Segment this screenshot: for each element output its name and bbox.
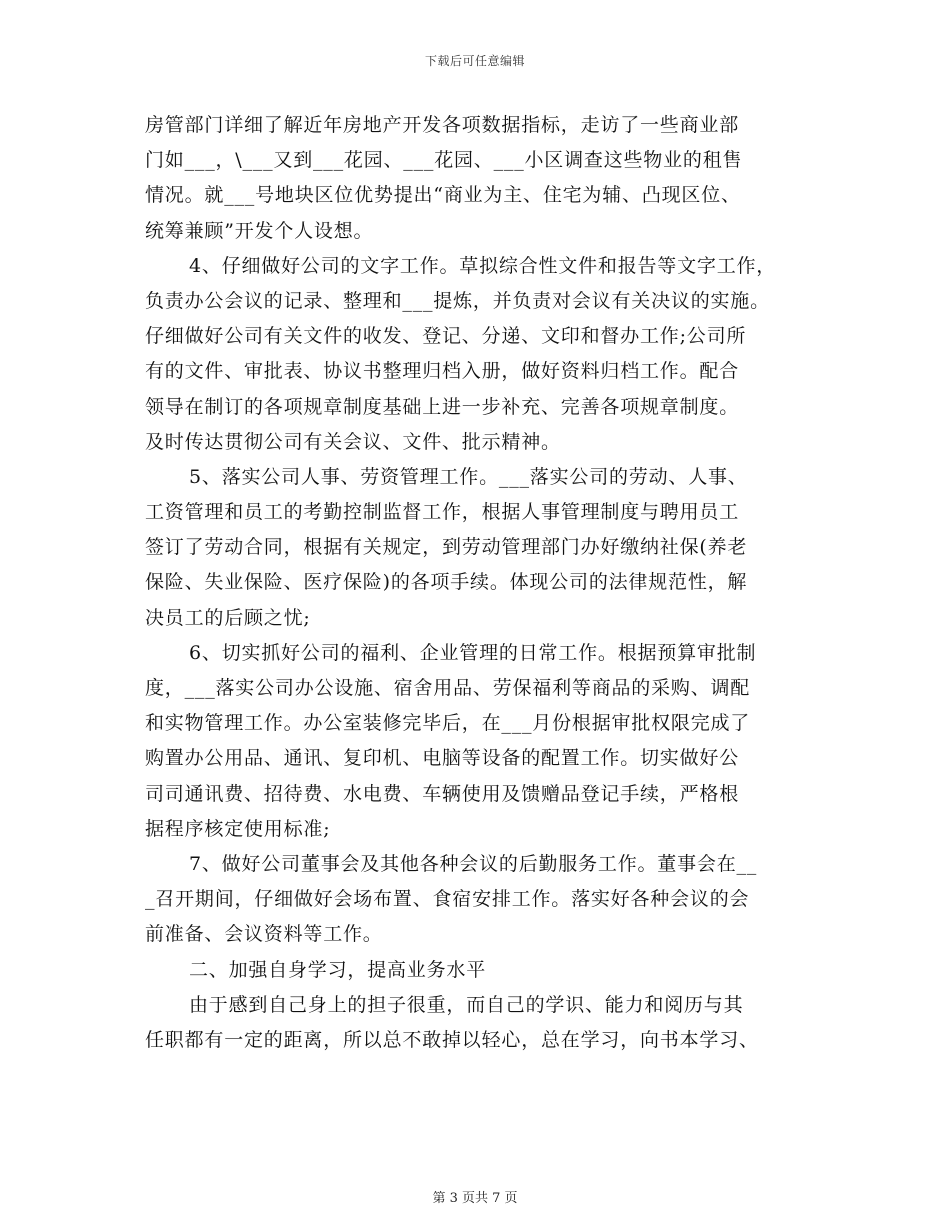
text-line: 及时传达贯彻公司有关会议、文件、批示精神。 [145, 430, 561, 453]
text-line: 前准备、会议资料等工作。 [145, 923, 383, 946]
section-heading: 二、加强自身学习，提高业务水平 [189, 958, 487, 981]
text-line: 购置办公用品、通讯、复印机、电脑等设备的配置工作。切实做好公 [145, 747, 740, 770]
text-line: 签订了劳动合同，根据有关规定，到劳动管理部门办好缴纳社保(养老 [145, 536, 748, 559]
text-line: 司司通讯费、招待费、水电费、车辆使用及馈赠品登记手续，严格根 [145, 782, 740, 805]
text-line: 情况。就___号地块区位优势提出“商业为主、住宅为辅、凸现区位、 [145, 184, 741, 207]
text-line: 任职都有一定的距离，所以总不敢掉以轻心，总在学习，向书本学习、 [145, 1028, 759, 1051]
text-line: 领导在制订的各项规章制度基础上进一步补充、完善各项规章制度。 [145, 395, 740, 418]
text-line: 统筹兼顾”开发个人设想。 [145, 219, 374, 242]
page-header: 下载后可任意编辑 [424, 54, 525, 68]
paragraph-start-line: 4、仔细做好公司的文字工作。草拟综合性文件和报告等文字工作， [189, 254, 777, 277]
text-line: 工资管理和员工的考勤控制监督工作，根据人事管理制度与聘用员工 [145, 501, 740, 524]
text-line: 保险、失业保险、医疗保险)的各项手续。体现公司的法律规范性，解 [145, 571, 748, 594]
text-line: _召开期间，仔细做好会场布置、食宿安排工作。落实好各种会议的会 [145, 888, 750, 911]
paragraph-start-line: 5、落实公司人事、劳资管理工作。___落实公司的劳动、人事、 [189, 465, 748, 488]
paragraph-start-line: 由于感到自己身上的担子很重，而自己的学识、能力和阅历与其 [189, 993, 744, 1016]
document-body [145, 108, 815, 1058]
text-line: 决员工的后顾之忧; [145, 606, 311, 629]
text-line: 度，___落实公司办公设施、宿舍用品、劳保福利等商品的采购、调配 [145, 677, 751, 699]
page-number-footer: 第 3 页共 7 页 [432, 1191, 518, 1206]
paragraph-start-line: 7、做好公司董事会及其他各种会议的后勤服务工作。董事会在__ [189, 852, 758, 875]
text-line: 有的文件、审批表、协议书整理归档入册，做好资料归档工作。配合 [145, 360, 740, 383]
text-line: 仔细做好公司有关文件的收发、登记、分递、文印和督办工作;公司所 [145, 325, 747, 348]
paragraph-start-line: 6、切实抓好公司的福利、企业管理的日常工作。根据预算审批制 [189, 641, 757, 664]
text-line: 和实物管理工作。办公室装修完毕后，在___月份根据审批权限完成了 [145, 712, 751, 735]
text-line: 房管部门详细了解近年房地产开发各项数据指标，走访了一些商业部 [145, 114, 740, 136]
text-line: 据程序核定使用标准; [145, 817, 331, 840]
text-line: 门如___，\___又到___花园、___花园、___小区调查这些物业的租售 [145, 149, 743, 172]
text-line: 负责办公会议的记录、整理和___提炼，并负责对会议有关决议的实施。 [145, 289, 770, 312]
